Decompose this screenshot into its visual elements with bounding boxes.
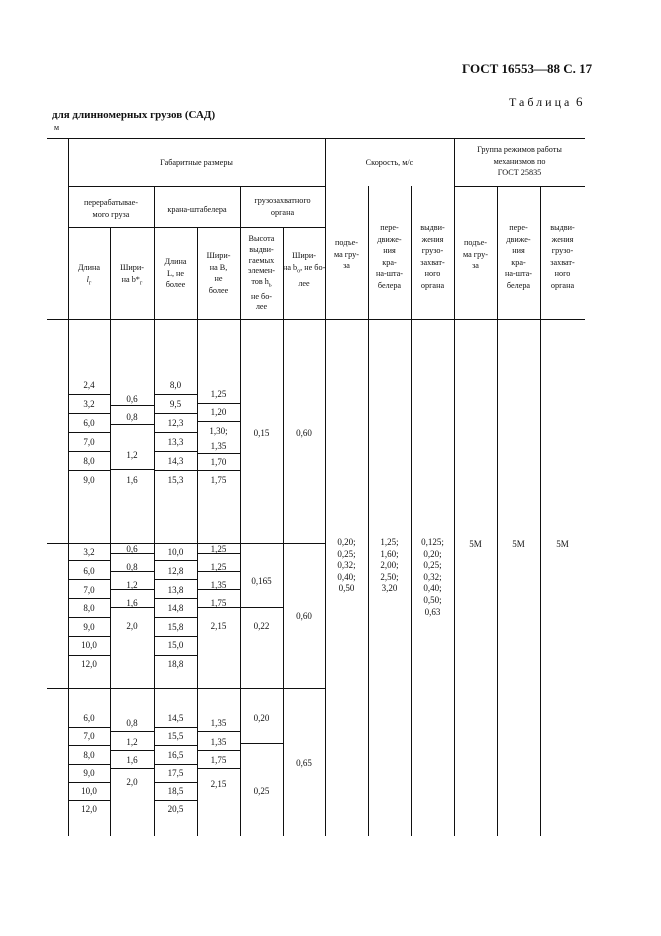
table-cell: 1,2 [126,450,138,460]
table-cell: 15,3 [167,475,184,485]
sub-crane-header: крана-штабелера [167,205,227,214]
table-cell: 8,0 [83,603,95,613]
crane-width-header: Шири- на B, не более [206,251,231,295]
table-cell: 2,4 [83,380,95,390]
table-cell: 18,8 [167,659,184,669]
table-cell: 1,35 [210,580,227,590]
table-cell: 12,3 [167,418,184,428]
speed-travel-header: пере- движе- ния кра- на-шта- белера [375,223,404,290]
table-cell: 1,6 [126,755,138,765]
table-cell: 9,0 [83,475,95,485]
page-header: ГОСТ 16553—88 С. 17 [462,61,593,76]
table-cell: 1,25 [210,389,227,399]
grip-height-header: Высота выдви- гаемых элемен- тов $h_ь$ не бо- лее [247,234,275,312]
group-speed-header: Скорость, м/с [365,158,414,167]
table-cell: 0,22 [253,621,270,631]
mode-travel-header: пере- движе- ния кра- на-шта- белера [504,223,533,290]
table-cell: 2,15 [210,779,227,789]
table-cell: 1,70 [210,457,227,467]
table-cell: 7,0 [83,437,95,447]
table-cell: 8,0 [83,750,95,760]
table-number: 6 [576,94,583,109]
table-cell: 20,5 [167,804,184,814]
table-cell: 0,25 [253,786,270,796]
table-cell: 3,2 [83,399,95,409]
table-cell: 1,2 [126,737,138,747]
table-cell: 14,5 [167,713,184,723]
mode-extend-header: выдви- жения грузо- захват- ного органа [550,223,575,290]
table-cell: 3,2 [83,547,95,557]
table-cell: 12,0 [81,804,97,814]
table-cell: 13,3 [167,437,184,447]
table-cell: 9,0 [83,622,95,632]
unit-label: м [54,123,60,132]
mode-travel-value: 5М [512,539,525,549]
table-cell: 12,8 [167,566,184,576]
table-cell: 2,0 [126,621,138,631]
table-cell: 2,15 [210,621,227,631]
table-cell: 10,0 [81,640,97,650]
sub-cargo-header: перерабатывае- мого груза [84,198,138,219]
group-dimensions-header: Габаритные размеры [160,158,233,167]
table-cell: 9,5 [169,399,182,409]
mode-extend-value: 5М [556,539,569,549]
table-cell: 9,0 [83,768,95,778]
table-cell: 0,8 [126,718,138,728]
speed-travel-values: 1,25; 1,60; 2,00; 2,50; 3,20 [380,537,399,594]
table-cell: 0,6 [126,394,138,404]
table-cell: 15,5 [167,731,184,741]
table-cell: 1,35 [210,718,227,728]
table-cell: 6,0 [83,566,95,576]
table-cell: 17,5 [167,768,184,778]
table-cell: 0,6 [126,544,138,554]
table-cell: 0,60 [296,611,312,621]
table-cell: 15,0 [167,640,184,650]
table-cell: 8,0 [169,380,182,390]
table-cell: 18,5 [167,786,184,796]
table-cell: 1,6 [126,475,138,485]
crane-length-header: Длина L, не более [164,257,187,289]
table-caption: для длинномерных грузов (САД) [52,109,216,121]
grip-width-header: Шири- на $b_о$, не бо- лее [283,251,326,288]
table-cell: 6,0 [83,713,95,723]
table-cell: 0,20 [253,713,270,723]
group-modes-header: Группа режимов работы механизмов по ГОСТ 25835 [477,145,562,177]
table-cell: 1,30; [209,426,228,436]
speed-lift-values: 0,20; 0,25; 0,32; 0,40; 0,50 [337,537,356,594]
cargo-length-header: Длина $l_г$ [77,263,101,287]
table-cell: 13,8 [167,585,184,595]
speed-extend-header: выдви- жения грузо- захват- ного органа [420,223,445,290]
table-cell: 1,2 [126,580,138,590]
table-cell: 1,35 [210,737,227,747]
speed-extend-values: 0,125; 0,20; 0,25; 0,32; 0,40; 0,50; 0,63 [421,537,444,617]
table-label: Таблица [509,95,573,109]
table-cell: 10,0 [167,547,184,557]
table-cell: 6,0 [83,418,95,428]
sub-gripper-header: грузозахватного органа [254,196,311,217]
table-cell: 1,25 [210,562,227,572]
table-cell: 2,0 [126,777,138,787]
table-cell: 15,8 [167,622,184,632]
table-cell: 7,0 [83,585,95,595]
mode-lift-header: подъе- ма гру- за [463,238,488,270]
mode-lift-value: 5М [469,539,482,549]
table-cell: 0,15 [253,428,270,438]
table-cell: 16,5 [167,750,184,760]
table-cell: 0,8 [126,412,138,422]
table-cell: 0,165 [251,576,272,586]
cargo-width-header: Шири- на $b*_г$ [120,263,144,287]
table-cell: 14,3 [167,456,184,466]
table-cell: 1,35 [210,441,227,451]
table-cell: 0,65 [296,758,312,768]
table-cell: 12,0 [81,659,97,669]
table-cell: 1,75 [210,475,227,485]
table-cell: 7,0 [83,731,95,741]
speed-lift-header: подъе- ма гру- за [334,238,359,270]
table-cell: 10,0 [81,786,97,796]
table-cell: 8,0 [83,456,95,466]
table-cell: 1,75 [210,755,227,765]
table-cell: 0,8 [126,562,138,572]
table-cell: 14,8 [167,603,184,613]
table-cell: 1,6 [126,598,138,608]
table-cell: 0,60 [296,428,312,438]
table-cell: 1,25 [210,544,227,554]
table-cell: 1,20 [210,407,227,417]
table-cell: 1,75 [210,598,227,608]
